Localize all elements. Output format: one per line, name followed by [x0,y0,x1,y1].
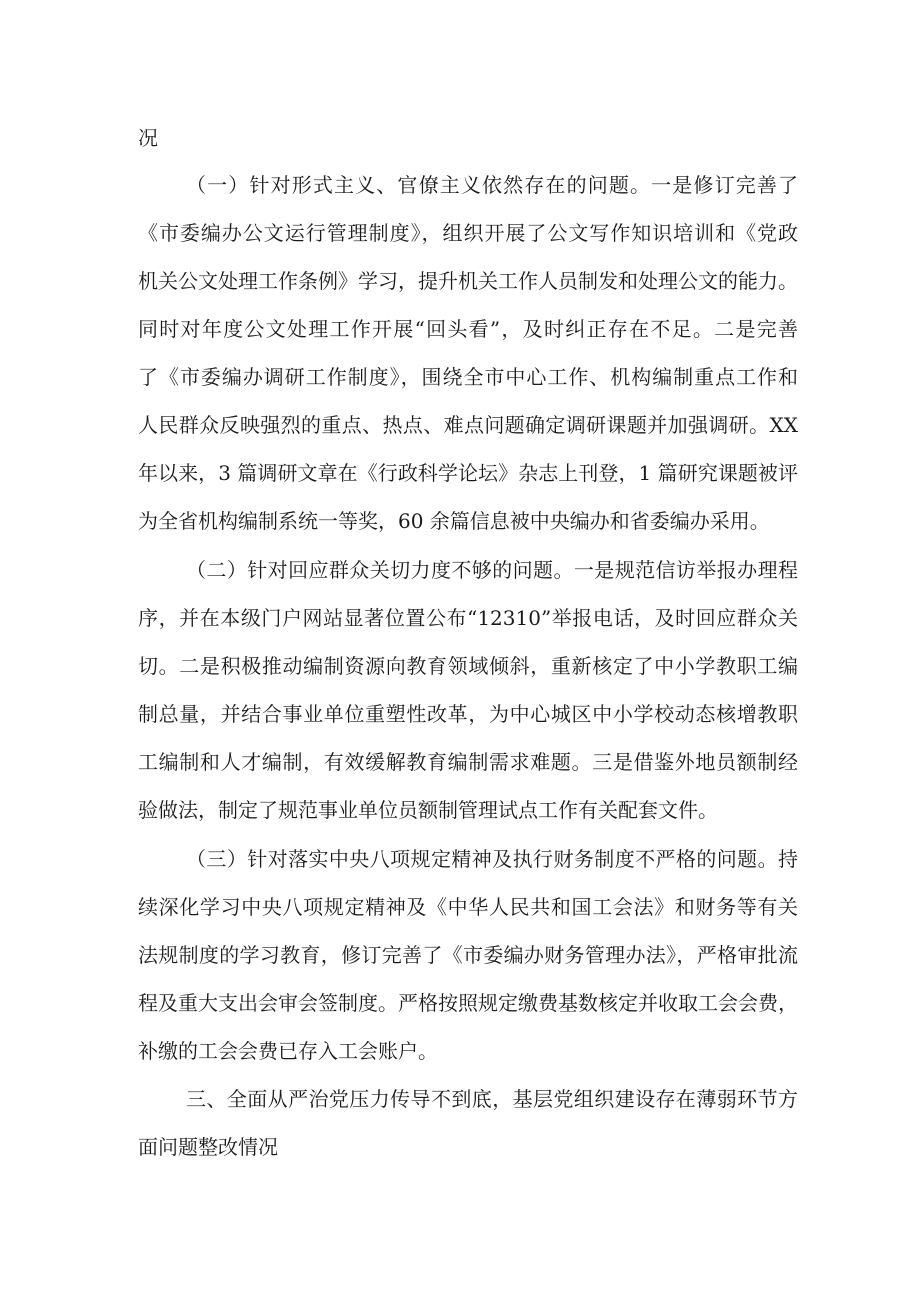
paragraph-2-line: 工编制和人才编制，有效缓解教育编制需求难题。三是借鉴外地员额制经 [138,750,798,774]
paragraph-3-line: 补缴的工会会费已存入工会账户。 [138,1039,438,1063]
section-heading-line: 三、全面从严治党压力传导不到底，基层党组织建设存在薄弱环节方 [186,1087,798,1111]
paragraph-1-line: 同时对年度公文处理工作开展“回头看”，及时纠正存在不足。二是完善 [138,317,798,341]
text-line: 况 [138,126,158,150]
paragraph-3-line: 续深化学习中央八项规定精神及《中华人民共和国工会法》和财务等有关 [138,895,798,919]
paragraph-3-line: （三）针对落实中央八项规定精神及执行财务制度不严格的问题。持 [186,847,798,871]
paragraph-2-line: 切。二是积极推动编制资源向教育领域倾斜，重新核定了中小学教职工编 [138,654,798,678]
section-heading-line: 面问题整改情况 [138,1135,278,1159]
paragraph-1-line: （一）针对形式主义、官僚主义依然存在的问题。一是修订完善了 [186,173,798,197]
paragraph-2-line: （二）针对回应群众关切力度不够的问题。一是规范信访举报办理程 [186,558,798,582]
paragraph-3-line: 法规制度的学习教育，修订完善了《市委编办财务管理办法》，严格审批流 [138,943,798,967]
paragraph-1-line: 人民群众反映强烈的重点、热点、难点问题确定调研课题并加强调研。XX [138,413,798,437]
paragraph-3-line: 程及重大支出会审会签制度。严格按照规定缴费基数核定并收取工会会费， [138,991,798,1015]
paragraph-1-line: 了《市委编办调研工作制度》，围绕全市中心工作、机构编制重点工作和 [138,365,798,389]
paragraph-2-line: 制总量，并结合事业单位重塑性改革，为中心城区中小学校动态核增教职 [138,702,798,726]
paragraph-1-line: 为全省机构编制系统一等奖，60 余篇信息被中央编办和省委编办采用。 [138,509,770,533]
paragraph-2-line: 序，并在本级门户网站显著位置公布“12310”举报电话，及时回应群众关 [138,606,798,630]
paragraph-1-line: 年以来，3 篇调研文章在《行政科学论坛》杂志上刊登，1 篇研究课题被评 [138,461,798,485]
paragraph-1-line: 机关公文处理工作条例》学习，提升机关工作人员制发和处理公文的能力。 [138,269,798,293]
paragraph-2-line: 验做法，制定了规范事业单位员额制管理试点工作有关配套文件。 [138,798,718,822]
paragraph-1-line: 《市委编办公文运行管理制度》，组织开展了公文写作知识培训和《党政 [138,221,798,245]
